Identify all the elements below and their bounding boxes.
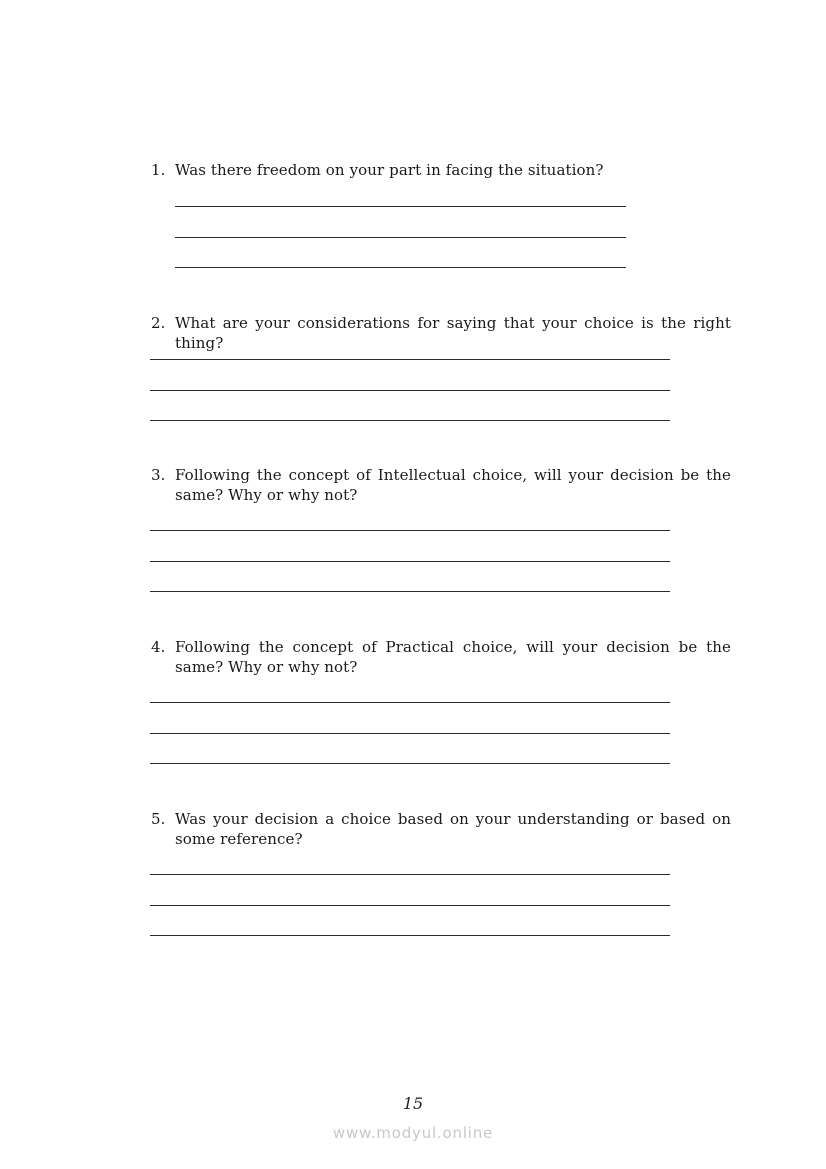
question-3 — [151, 465, 731, 505]
answer-line[interactable] — [175, 267, 626, 268]
question-number: 2. — [151, 314, 166, 332]
question-2 — [151, 313, 731, 353]
answer-line[interactable] — [150, 591, 670, 592]
answer-line[interactable] — [150, 390, 670, 391]
watermark: www.modyul.online — [332, 1124, 494, 1142]
question-text: Was your decision a choice based on your understanding or based on some reference? — [175, 810, 731, 848]
answer-line[interactable] — [150, 359, 670, 360]
question-1 — [151, 160, 731, 180]
question-text: Following the concept of Intellectual choice, will your decision be the same? Why or why not? — [175, 466, 731, 504]
question-5 — [151, 809, 731, 849]
answer-line[interactable] — [150, 733, 670, 734]
answer-line[interactable] — [150, 935, 670, 936]
answer-line[interactable] — [150, 763, 670, 764]
question-number: 5. — [151, 810, 166, 828]
question-text: Was there freedom on your part in facing the situation? — [175, 161, 604, 179]
answer-line[interactable] — [150, 420, 670, 421]
question-text: What are your considerations for saying that your choice is the right thing? — [175, 314, 731, 352]
answer-line[interactable] — [150, 702, 670, 703]
question-number: 4. — [151, 638, 166, 656]
page-number: 15 — [402, 1094, 424, 1113]
question-number: 1. — [151, 161, 166, 179]
answer-line[interactable] — [150, 905, 670, 906]
answer-line[interactable] — [150, 561, 670, 562]
answer-line[interactable] — [150, 874, 670, 875]
question-4 — [151, 637, 731, 677]
answer-line[interactable] — [150, 530, 670, 531]
question-text: Following the concept of Practical choice, will your decision be the same? Why or why not? — [175, 638, 731, 676]
question-number: 3. — [151, 466, 166, 484]
answer-line[interactable] — [175, 206, 626, 207]
answer-line[interactable] — [175, 237, 626, 238]
